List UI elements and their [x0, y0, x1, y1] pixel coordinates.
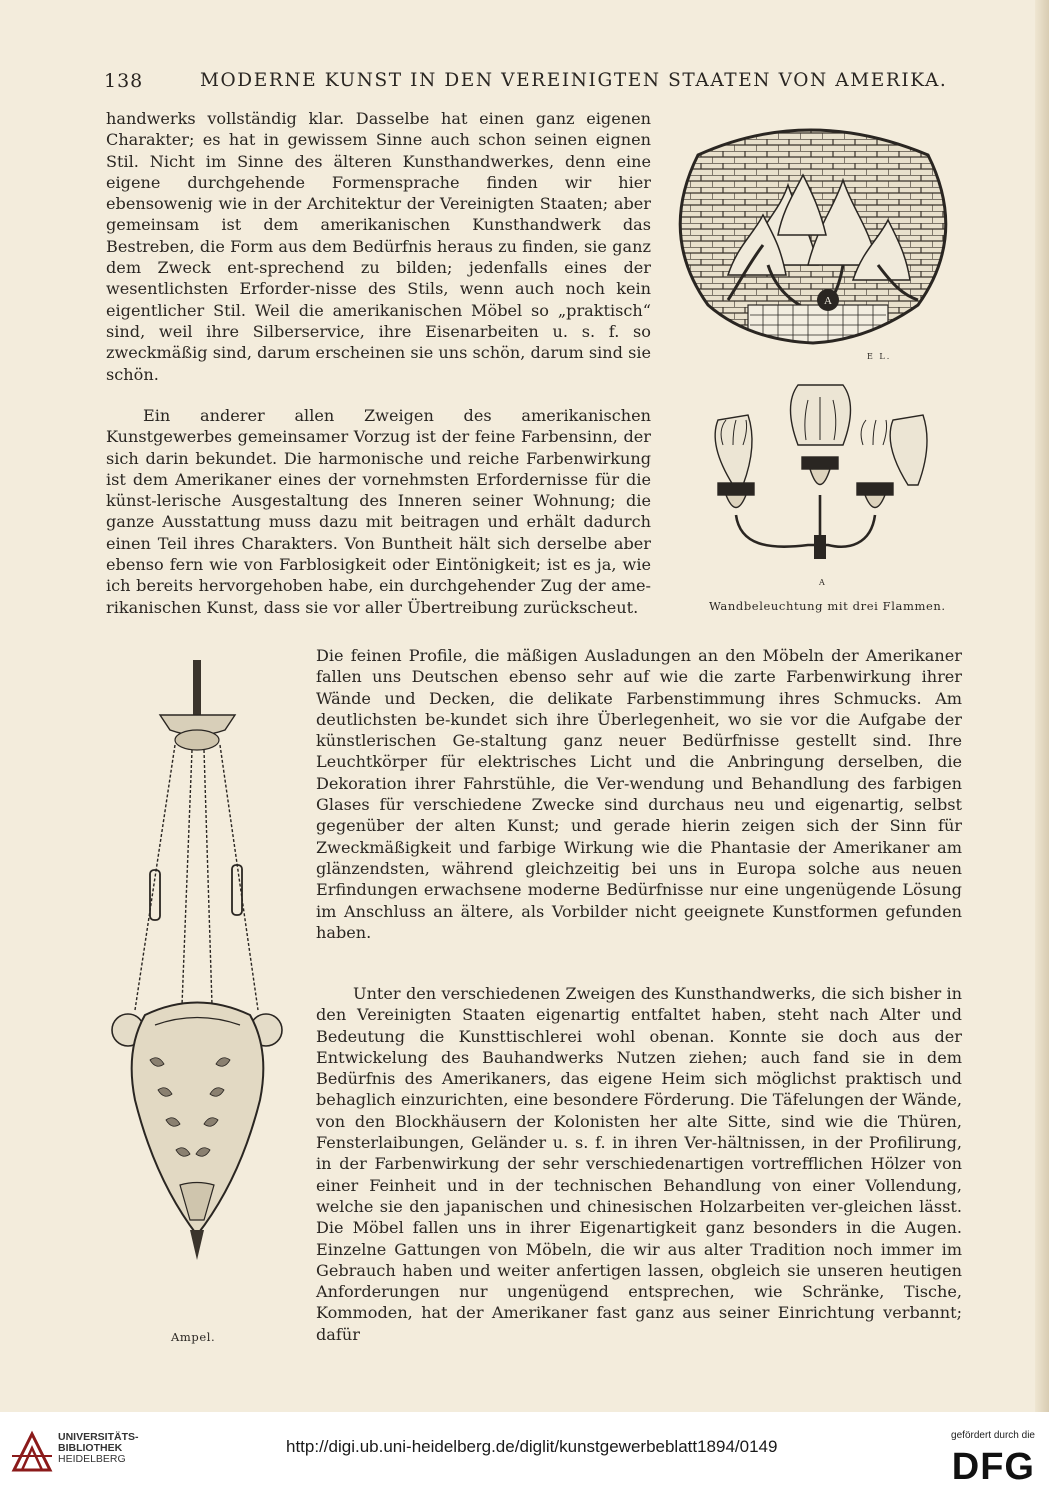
- dfg-logo[interactable]: DFG: [951, 1446, 1035, 1488]
- library-name[interactable]: [58, 1432, 139, 1465]
- lamp-caption: Wandbeleuchtung mit drei Flammen.: [709, 599, 946, 613]
- funding-note: gefördert durch die: [951, 1430, 1035, 1441]
- page-number: 138: [104, 70, 144, 92]
- running-title: MODERNE KUNST IN DEN VEREINIGTEN STAATEN VON AMERIKA.: [200, 70, 948, 91]
- page-binding-shadow: [1035, 0, 1049, 1412]
- paragraph-3: Die feinen Profile, die mäßigen Ausladungen an den Möbeln der Amerikaner fallen uns Deutschen ebenso sehr auf wie die zarte Farbenwirkung ihrer Wände und Decken, die delikate Farbenstimmung ihres Schmucks. Am deutlichsten be-kundet sich ihre Überlegenheit, wo sie vor die Aufgabe der künstlerischen Ge-staltung ganz neuer Bedürfnisse gestellt sind. Ihre Leuchtkörper für elektrisches Licht und die Anbringung derselben, die Dekoration ihrer Fahrstühle, die Ver-wendung und Behandlung des farbigen Glases für verschiedene Zwecke sind durchaus neu und eigenartig, selbst gegenüber der alten Kunst; und gerade hierin zeigen sich der Sinn für Zweckmäßigkeit und farbige Wirkung wie die Phantasie der Amerikaner am glänzendsten, während gleichzeitig bei uns in Europa solche aus neuen Erfindungen erwachsene moderne Bedürfnisse nur eine ungenügende Lösung im Anschluss an ältere, als Vorbilder nicht geeignete Kunstformen gefunden haben.: [316, 646, 962, 942]
- hanging-lamp-ampel-illustration: [100, 660, 290, 1310]
- running-head: [100, 68, 960, 98]
- ampel-caption: Ampel.: [171, 1330, 216, 1344]
- library-name-line1: UNIVERSITÄTS-: [58, 1431, 139, 1443]
- permalink-url[interactable]: http://digi.ub.uni-heidelberg.de/diglit/kunstgewerbeblatt1894/0149: [286, 1437, 778, 1456]
- window-signature: E L.: [867, 352, 892, 361]
- paragraph-4: Unter den verschiedenen Zweigen des Kunsthandwerks, die sich bisher in den Vereinigten Staaten eigenartig entfaltet haben, steht nach Alter und Bedeutung die Kunsttischlerei wohl obenan. Konnte sie doch aus der Entwickelung des Bauhandwerks Nutzen ziehen; auch fand sie in dem Bedürfnis des Amerikaners, das eigene Heim sich möglichst praktisch und behaglich einzurichten, eine besondere Förderung. Die Täfelungen der Wände, von den Blockhäusern der Kolonisten her alte Sitte, sind wie die Thüren, Fensterlaibungen, Geländer u. s. f. in ihren Ver-hältnissen, in der Profilirung, in der Farbenwirkung der sehr verschiedenartigen vortrefflichen Hölzer von einer Feinheit und in der technischen Behandlung von einer Vollendung, welche sie den japanischen und chinesischen Holzarbeiten ver-gleichen lässt. Die Möbel fallen uns in ihrer Eigenartigkeit ganz besonders in die Augen. Einzelne Gattungen von Möbeln, die wir aus alter Tradition noch immer im Gebrauch haben und weiter anfertigen lassen, obgleich sie unseren heutigen Anforderungen nur ungenügend entsprechen, wie Schränke, Tische, Kommoden, hat der Amerikaner fast ganz aus seiner Einrichtung verbannt; dafür: [316, 984, 962, 1344]
- lamp-signature: A: [819, 578, 827, 587]
- library-name-line3: HEIDELBERG: [58, 1453, 126, 1465]
- window-monogram: A: [824, 295, 832, 307]
- leaded-glass-window-illustration: [668, 115, 958, 360]
- paragraph-2: Ein anderer allen Zweigen des amerikanischen Kunstgewerbes gemeinsamer Vorzug ist der feine Farbensinn, der sich darin bekundet. Die harmonische und reiche Farbenwirkung ist dem Amerikaner eines der vornehmsten Erfordernisse für die künst-lerische Ausgestaltung des Inneren seiner Wohnung; die ganze Ausstattung muss dazu mit beitragen und erhält dadurch einen Teil ihres Charakters. Von Buntheit hält sich derselbe aber ebenso fern wie von Farblosigkeit oder Eintönigkeit; ist es ja, wie ich bereits hervorgehoben habe, ein durchgehender Zug der ame-rikanischen Kunst, dass sie vor aller Übertreibung zurückscheut.: [106, 406, 651, 617]
- paragraph-1: handwerks vollständig klar. Dasselbe hat einen ganz eigenen Charakter; es hat in gewissem Sinne auch schon seinen eignen Stil. Nicht im Sinne des älteren Kunsthandwerkes, denn eine eigene durchgehende Formensprache finden wir hier ebensowenig wie in der Architektur der Vereinigten Staaten; aber gemeinsam ist dem amerikanischen Kunsthandwerk das Bestreben, die Form aus dem Bedürfnis heraus zu finden, sie ganz dem Zweck ent-sprechend zu bilden; jedenfalls eines der wesentlichsten Erforder-nisse des Stils, wenn auch noch kein eigentlicher Stil. Weil die amerikanischen Möbel so „praktisch“ sind, weil ihre Silberservice, ihre Eisenarbeiten u. s. f. so zweckmäßig sind, darum erscheinen sie uns schön, darum sind sie schön.: [106, 109, 651, 384]
- library-logo-icon[interactable]: [10, 1430, 54, 1474]
- library-name-line2: BIBLIOTHEK: [58, 1442, 123, 1454]
- footer-bar: [0, 1412, 1049, 1492]
- three-flame-wall-lamp-illustration: [688, 375, 958, 605]
